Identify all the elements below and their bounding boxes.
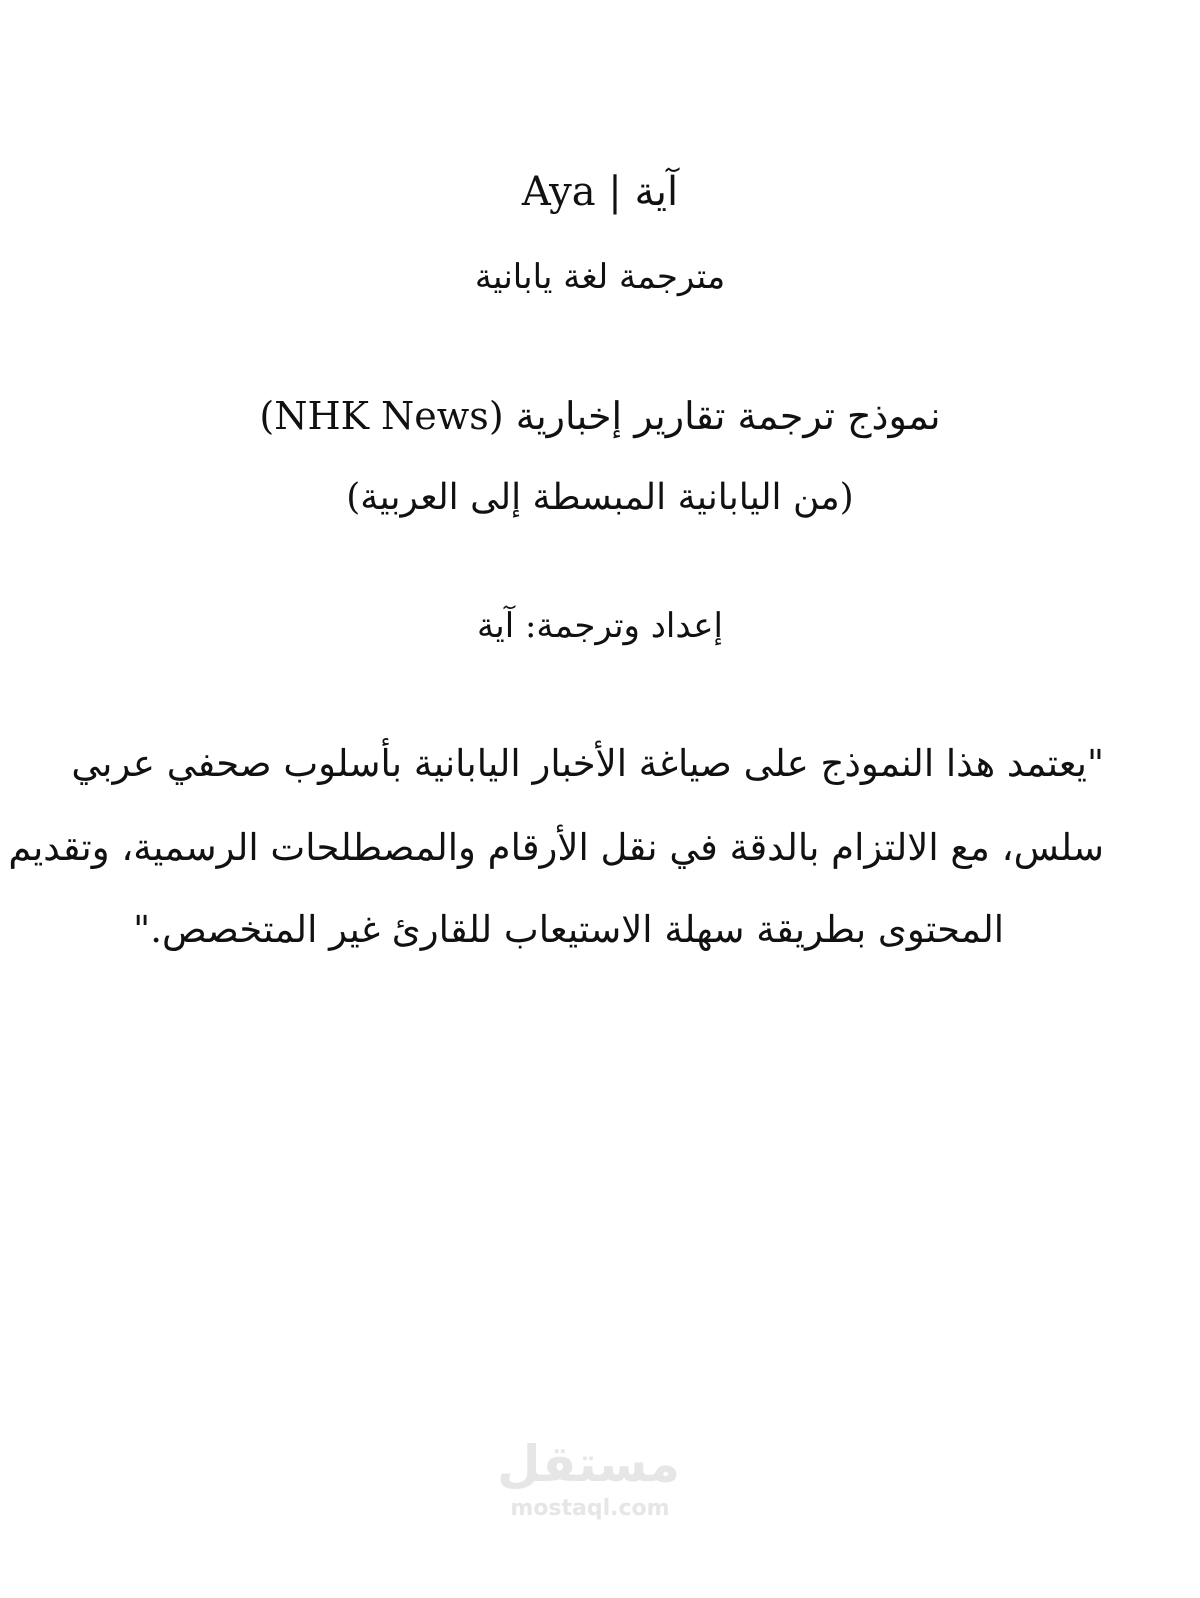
watermark-logo-text: مستقل xyxy=(497,1435,680,1493)
quote-line-1: "يعتمد هذا النموذج على صياغة الأخبار اليابانية بأسلوب صحفي عربي xyxy=(71,742,1104,785)
prepared-by: إعداد وترجمة: آية xyxy=(477,606,723,646)
quote-line-3: المحتوى بطريقة سهلة الاستيعاب للقارئ غير المتخصص." xyxy=(133,908,1004,951)
watermark-domain: mostaql.com xyxy=(510,1496,670,1521)
quote-line-2: سلس، مع الالتزام بالدقة في نقل الأرقام والمصطلحات الرسمية، وتقديم xyxy=(8,826,1104,869)
sample-subtitle: (من اليابانية المبسطة إلى العربية) xyxy=(346,477,854,518)
sample-title: نموذج ترجمة تقارير إخبارية (NHK News) xyxy=(259,394,941,438)
mostaql-watermark xyxy=(497,1435,680,1546)
translator-name: آية | Aya xyxy=(521,169,679,215)
translator-role: مترجمة لغة يابانية xyxy=(474,257,726,297)
